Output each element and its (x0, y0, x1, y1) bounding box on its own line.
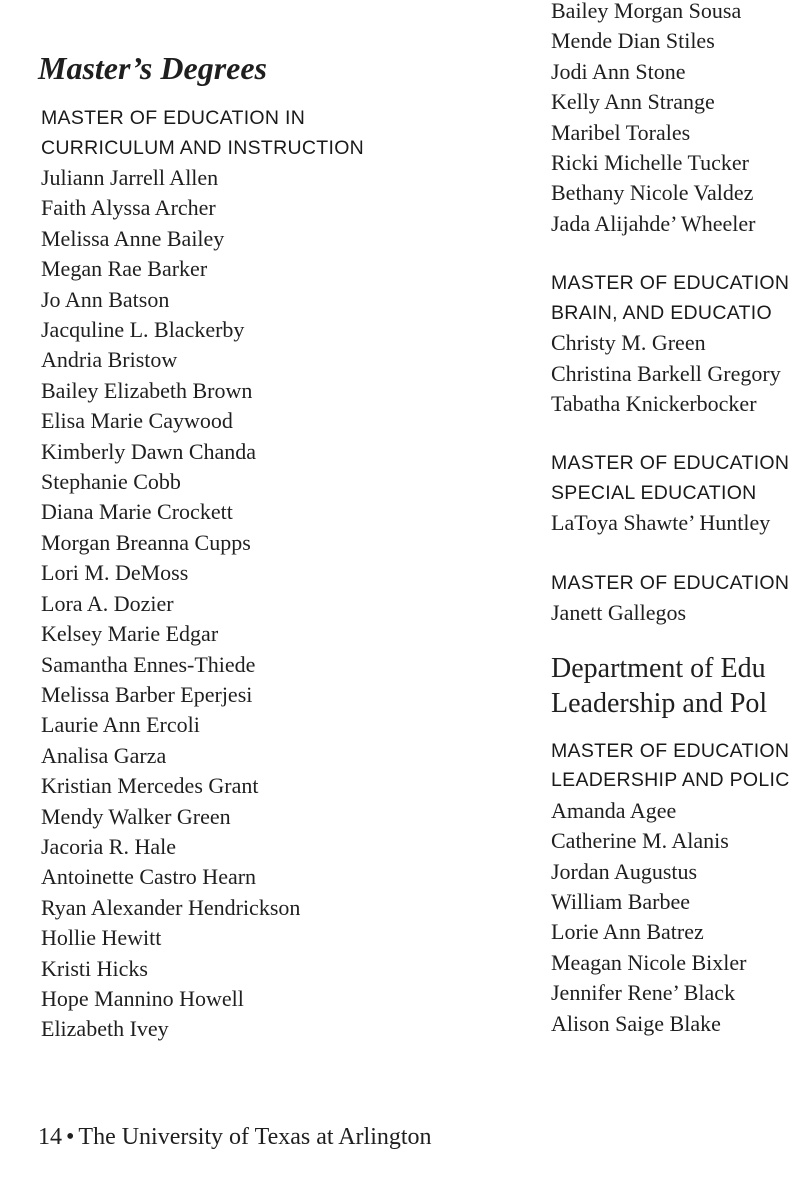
institution-name: The University of Texas at Arlington (78, 1124, 432, 1150)
graduate-name: Elizabeth Ivey (41, 1016, 169, 1042)
graduate-name: Elisa Marie Caywood (41, 408, 233, 434)
graduate-name: Mende Dian Stiles (551, 28, 715, 54)
graduate-list (551, 328, 790, 419)
graduate-name: Ricki Michelle Tucker (551, 150, 749, 176)
graduate-name: Maribel Torales (551, 119, 691, 145)
graduate-name: Alison Saige Blake (551, 1010, 721, 1036)
department-title (551, 651, 790, 721)
graduate-name: Kristian Mercedes Grant (41, 773, 259, 799)
graduate-name: Kelly Ann Strange (551, 89, 715, 115)
graduate-name: Jacquline L. Blackerby (41, 317, 245, 343)
graduate-name: Christy M. Green (551, 330, 706, 356)
graduate-name: Juliann Jarrell Allen (41, 165, 219, 190)
graduate-list (551, 796, 790, 1039)
program-heading: CURRICULUM AND INSTRUCTION (41, 136, 365, 159)
graduate-name: Bethany Nicole Valdez (551, 180, 754, 206)
graduate-name: Analisa Garza (41, 742, 167, 768)
graduate-name: Jennifer Rene’ Black (551, 980, 736, 1006)
graduate-name: Kelsey Marie Edgar (41, 621, 219, 647)
section-title: Master’s Degrees (38, 50, 267, 86)
graduate-name: Mendy Walker Green (41, 803, 231, 829)
graduate-name: LaToya Shawte’ Huntley (551, 510, 771, 536)
page-number: 14 (38, 1124, 62, 1150)
page-footer (38, 1122, 432, 1152)
graduate-name: Hope Mannino Howell (41, 985, 244, 1011)
graduate-name: Jacoria R. Hale (41, 833, 176, 859)
graduate-name: Megan Rae Barker (41, 256, 208, 282)
graduate-name: Morgan Breanna Cupps (41, 529, 251, 555)
graduate-name: Laurie Ann Ercoli (41, 712, 200, 738)
program-heading: MASTER OF EDUCATION (551, 739, 790, 762)
graduate-name: Catherine M. Alanis (551, 828, 729, 854)
graduate-list (551, 598, 790, 628)
department-title-line: Department of Edu (551, 652, 766, 684)
graduate-name: Kimberly Dawn Chanda (41, 438, 257, 464)
graduate-name: Christina Barkell Gregory (551, 360, 781, 386)
graduate-name: Diana Marie Crockett (41, 499, 233, 525)
graduate-name: Jo Ann Batson (41, 286, 170, 312)
graduate-name: Lora A. Dozier (41, 590, 174, 616)
left-column (41, 104, 364, 1045)
graduate-list (551, 508, 790, 538)
graduate-name: Bailey Elizabeth Brown (41, 377, 253, 403)
graduate-list (551, 0, 790, 239)
separator-bullet: • (66, 1124, 75, 1150)
graduate-name: Antoinette Castro Hearn (41, 864, 257, 890)
program-heading: LEADERSHIP AND POLIC (551, 769, 790, 792)
graduate-name: Amanda Agee (551, 797, 677, 823)
graduate-name: Andria Bristow (41, 347, 178, 373)
graduate-name: Bailey Morgan Sousa (551, 0, 742, 23)
program-heading: MASTER OF EDUCATION (551, 452, 790, 475)
graduate-name: William Barbee (551, 889, 691, 914)
program-heading: MASTER OF EDUCATION IN (41, 107, 306, 129)
graduate-name: Stephanie Cobb (41, 469, 181, 495)
graduate-name: Ryan Alexander Hendrickson (41, 894, 301, 920)
graduate-name: Lorie Ann Batrez (551, 919, 704, 945)
graduate-name: Janett Gallegos (551, 600, 687, 626)
graduate-name: Hollie Hewitt (41, 925, 162, 951)
program-heading: SPECIAL EDUCATION (551, 481, 757, 504)
graduate-name: Faith Alyssa Archer (41, 195, 216, 221)
graduate-name: Tabatha Knickerbocker (551, 391, 757, 417)
graduate-name: Samantha Ennes-Thiede (41, 651, 256, 677)
graduate-name: Melissa Barber Eperjesi (41, 681, 253, 707)
graduate-name: Jodi Ann Stone (551, 58, 686, 84)
graduate-name: Lori M. DeMoss (41, 560, 189, 586)
graduate-list (41, 163, 364, 1045)
graduate-name: Jada Alijahde’ Wheeler (551, 210, 756, 236)
program-heading: MASTER OF EDUCATION (551, 272, 790, 295)
program-heading: BRAIN, AND EDUCATIO (551, 301, 772, 324)
program-heading: MASTER OF EDUCATION (551, 571, 790, 594)
graduate-name: Meagan Nicole Bixler (551, 949, 747, 975)
department-title-line: Leadership and Pol (551, 687, 768, 719)
graduate-name: Jordan Augustus (551, 858, 698, 884)
graduate-name: Kristi Hicks (41, 955, 148, 981)
graduate-name: Melissa Anne Bailey (41, 225, 225, 251)
right-column (551, 0, 790, 1039)
